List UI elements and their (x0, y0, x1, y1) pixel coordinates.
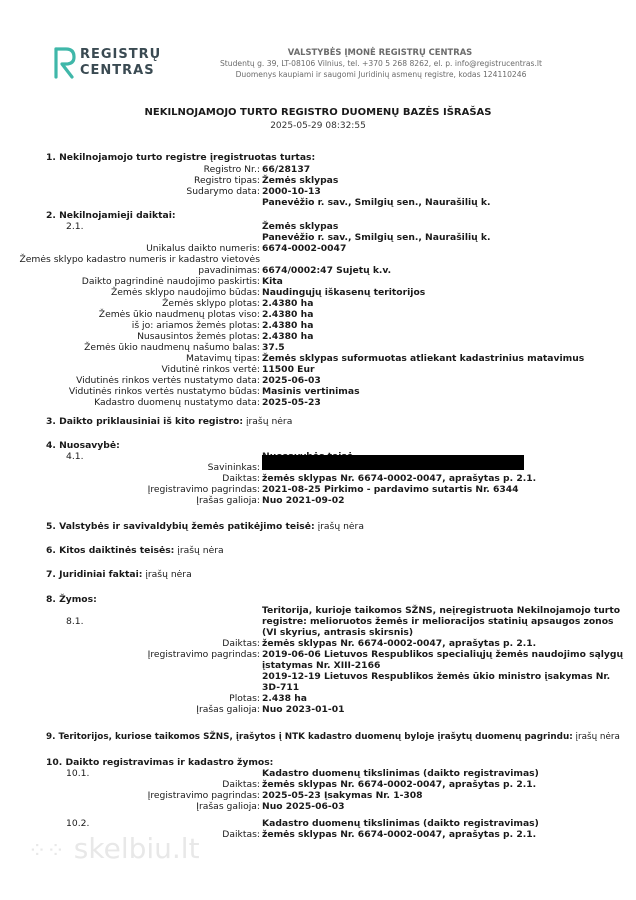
s2-value-8: 2.4380 ha (262, 331, 314, 342)
s2-value-7: 2.4380 ha (262, 320, 314, 331)
document-title: NEKILNOJAMOJO TURTO REGISTRO DUOMENŲ BAZĖS IŠRAŠAS (144, 107, 492, 118)
s4-label-2: Įregistravimo pagrindas: (147, 484, 260, 495)
s8-plotas: 2.438 ha (262, 693, 307, 704)
s2-label-12: Vidutinės rinkos vertės nustatymo data: (76, 375, 260, 386)
s4-value-2: 2021-08-25 Pirkimo - pardavimo sutartis Nr. 6344 (262, 484, 519, 495)
s2-label-8: Nusausintos žemės plotas: (137, 331, 260, 342)
s10-entry-1-value-1: 2025-05-23 Įsakymas Nr. 1-308 (262, 790, 423, 801)
registry-logo (52, 44, 162, 82)
s2-label-3: Daikto pagrindinė naudojimo paskirtis: (81, 276, 260, 287)
s10-entry-1-label-1: Įregistravimo pagrindas: (147, 790, 260, 801)
s4-value-1: žemės sklypas Nr. 6674-0002-0047, aprašytas p. 2.1. (262, 473, 537, 484)
watermark-text: skelbiu.lt (73, 832, 200, 865)
s2-label-0: Unikalus daikto numeris: (146, 243, 260, 254)
s2-address: Panevėžio r. sav., Smilgių sen., Naurašilių k. (262, 232, 491, 243)
logo-line-2: CENTRAS (80, 63, 155, 78)
s10-entry-1-number: 10.1. (66, 768, 90, 779)
s2-value-12: 2025-06-03 (262, 375, 321, 386)
s8-daiktas: žemės sklypas Nr. 6674-0002-0047, aprašytas p. 2.1. (262, 638, 537, 649)
s4-number: 4.1. (66, 451, 84, 462)
s10-entry-1-title: Kadastro duomenų tikslinimas (daikto registravimas) (262, 768, 539, 779)
s2-label-13: Vidutinės rinkos vertės nustatymo būdas: (68, 386, 260, 397)
owner-redaction (262, 455, 524, 470)
s2-value-14: 2025-05-23 (262, 397, 321, 408)
s8-daiktas-label: Daiktas: (222, 638, 260, 649)
section-4-heading: 4. Nuosavybė: (46, 440, 120, 451)
s1-label-1: Registro tipas: (193, 175, 260, 186)
s2-value-13: Masinis vertinimas (262, 386, 360, 397)
s1-label-0: Registro Nr.: (203, 164, 260, 175)
s2-label-6: Žemės ūkio naudmenų plotas viso: (98, 309, 260, 320)
s4-label-3: Įrašas galioja: (196, 495, 260, 506)
s10-entry-2-title: Kadastro duomenų tikslinimas (daikto registravimas) (262, 818, 539, 829)
s2-label-1: Žemės sklypo kadastro numeris ir kadastro vietovės (19, 254, 260, 265)
s1-address: Panevėžio r. sav., Smilgių sen., Naurašilių k. (262, 197, 491, 208)
s9-value: įrašų nėra (575, 732, 620, 742)
s1-value-2: 2000-10-13 (262, 186, 321, 197)
s10-entry-1-label-2: Įrašas galioja: (196, 801, 260, 812)
s10-entry-1-label-0: Daiktas: (222, 779, 260, 790)
s8-title-line-1: registre: melioruotos žemės ir melioracijos statinių apsaugos zonos (262, 616, 614, 627)
s2-value-10: Žemės sklypas suformuotas atliekant kadastrinius matavimus (262, 353, 585, 364)
s8-pagrindas-label: Įregistravimo pagrindas: (147, 649, 260, 660)
s5-value: įrašų nėra (317, 521, 364, 532)
section-9-heading: 9. Teritorijos, kuriose taikomos SŽNS, įrašytos į NTK kadastro duomenų byloje įrašytų duomenų pagrindu: įrašų nėra (46, 732, 620, 742)
s2-value-3: Kita (262, 276, 283, 287)
s10-entry-2-number: 10.2. (66, 818, 90, 829)
s1-value-0: 66/28137 (262, 164, 311, 175)
s2-number: 2.1. (66, 221, 84, 232)
s4-value-3: Nuo 2021-09-02 (262, 495, 345, 506)
s8-pagrindas-line-3: 3D-711 (262, 682, 300, 693)
s2-value-0: 6674-0002-0047 (262, 243, 347, 254)
s8-number: 8.1. (66, 616, 84, 627)
section-3-heading: 3. Daikto priklausiniai iš kito registro: įrašų nėra (46, 416, 293, 427)
logo-mark-icon (52, 46, 78, 80)
section-1-heading: 1. Nekilnojamojo turto registre įregistruotas turtas: (46, 152, 316, 163)
logo-line-1: REGISTRŲ (80, 47, 162, 62)
s3-value: įrašų nėra (245, 416, 293, 427)
section-8-heading: 8. Žymos: (46, 594, 97, 605)
s8-pagrindas-line-1: įstatymas Nr. XIII-2166 (262, 660, 381, 671)
s6-value: įrašų nėra (177, 545, 224, 556)
s8-galioja: Nuo 2023-01-01 (262, 704, 345, 715)
s2-value-9: 37.5 (262, 342, 285, 353)
s2-label-2: pavadinimas: (198, 265, 260, 276)
s10-entry-2-label-0: Daiktas: (222, 829, 260, 840)
s2-value-5: 2.4380 ha (262, 298, 314, 309)
s4-label-1: Daiktas: (222, 473, 260, 484)
s8-title-line-2: (VI skyrius, antrasis skirsnis) (262, 627, 414, 638)
s2-label-4: Žemės sklypo naudojimo būdas: (110, 287, 260, 298)
s1-label-2: Sudarymo data: (186, 186, 260, 197)
s8-plotas-label: Plotas: (229, 693, 260, 704)
s10-entry-1-value-2: Nuo 2025-06-03 (262, 801, 345, 812)
org-address: Studentų g. 39, LT-08106 Vilnius, tel. +370 5 268 8262, el. p. info@registrucentras.lt (219, 59, 542, 68)
s8-pagrindas-line-0: 2019-06-06 Lietuvos Respublikos specialiųjų žemės naudojimo sąlygų (262, 649, 624, 660)
section-7-heading: 7. Juridiniai faktai: įrašų nėra (46, 569, 192, 580)
s1-value-1: Žemės sklypas (262, 175, 339, 186)
s2-value-11: 11500 Eur (262, 364, 315, 375)
s8-pagrindas-line-2: 2019-12-19 Lietuvos Respublikos žemės ūkio ministro įsakymas Nr. (262, 671, 611, 682)
s2-value-6: 2.4380 ha (262, 309, 314, 320)
s2-label-9: Žemės ūkio naudmenų našumo balas: (84, 342, 260, 353)
org-name: VALSTYBĖS ĮMONĖ REGISTRŲ CENTRAS (287, 47, 473, 57)
s2-value-4: Naudingųjų iškasenų teritorijos (262, 287, 426, 298)
s2-label-5: Žemės sklypo plotas: (162, 298, 260, 309)
s2-label-7: iš jo: ariamos žemės plotas: (131, 320, 260, 331)
section-2-heading: 2. Nekilnojamieji daiktai: (46, 210, 176, 221)
s7-value: įrašų nėra (145, 569, 192, 580)
section-6-heading: 6. Kitos daiktinės teisės: įrašų nėra (46, 545, 224, 556)
s2-label-10: Matavimų tipas: (186, 353, 260, 364)
org-note: Duomenys kaupiami ir saugomi Juridinių asmenų registre, kodas 124110246 (235, 70, 527, 79)
s2-label-14: Kadastro duomenų nustatymo data: (94, 397, 260, 408)
s4-label-0: Savininkas: (207, 462, 260, 473)
section-10-heading: 10. Daikto registravimas ir kadastro žymos: (46, 757, 274, 768)
s2-title: Žemės sklypas (262, 221, 339, 232)
watermark (28, 832, 200, 865)
section-5-heading: 5. Valstybės ir savivaldybių žemės patikėjimo teisė: įrašų nėra (46, 521, 364, 532)
s8-title-line-0: Teritorija, kurioje taikomos SŽNS, neįregistruota Nekilnojamojo turto (262, 605, 621, 616)
s8-galioja-label: Įrašas galioja: (196, 704, 260, 715)
document-datetime: 2025-05-29 08:32:55 (270, 121, 366, 131)
s10-entry-2-value-0: žemės sklypas Nr. 6674-0002-0047, aprašytas p. 2.1. (262, 829, 537, 840)
s10-entry-1-value-0: žemės sklypas Nr. 6674-0002-0047, aprašytas p. 2.1. (262, 779, 537, 790)
watermark-dots-icon: ⁘⁘ (28, 839, 65, 864)
s2-value-2: 6674/0002:47 Sujetų k.v. (262, 265, 392, 276)
s2-label-11: Vidutinė rinkos vertė: (161, 364, 260, 375)
